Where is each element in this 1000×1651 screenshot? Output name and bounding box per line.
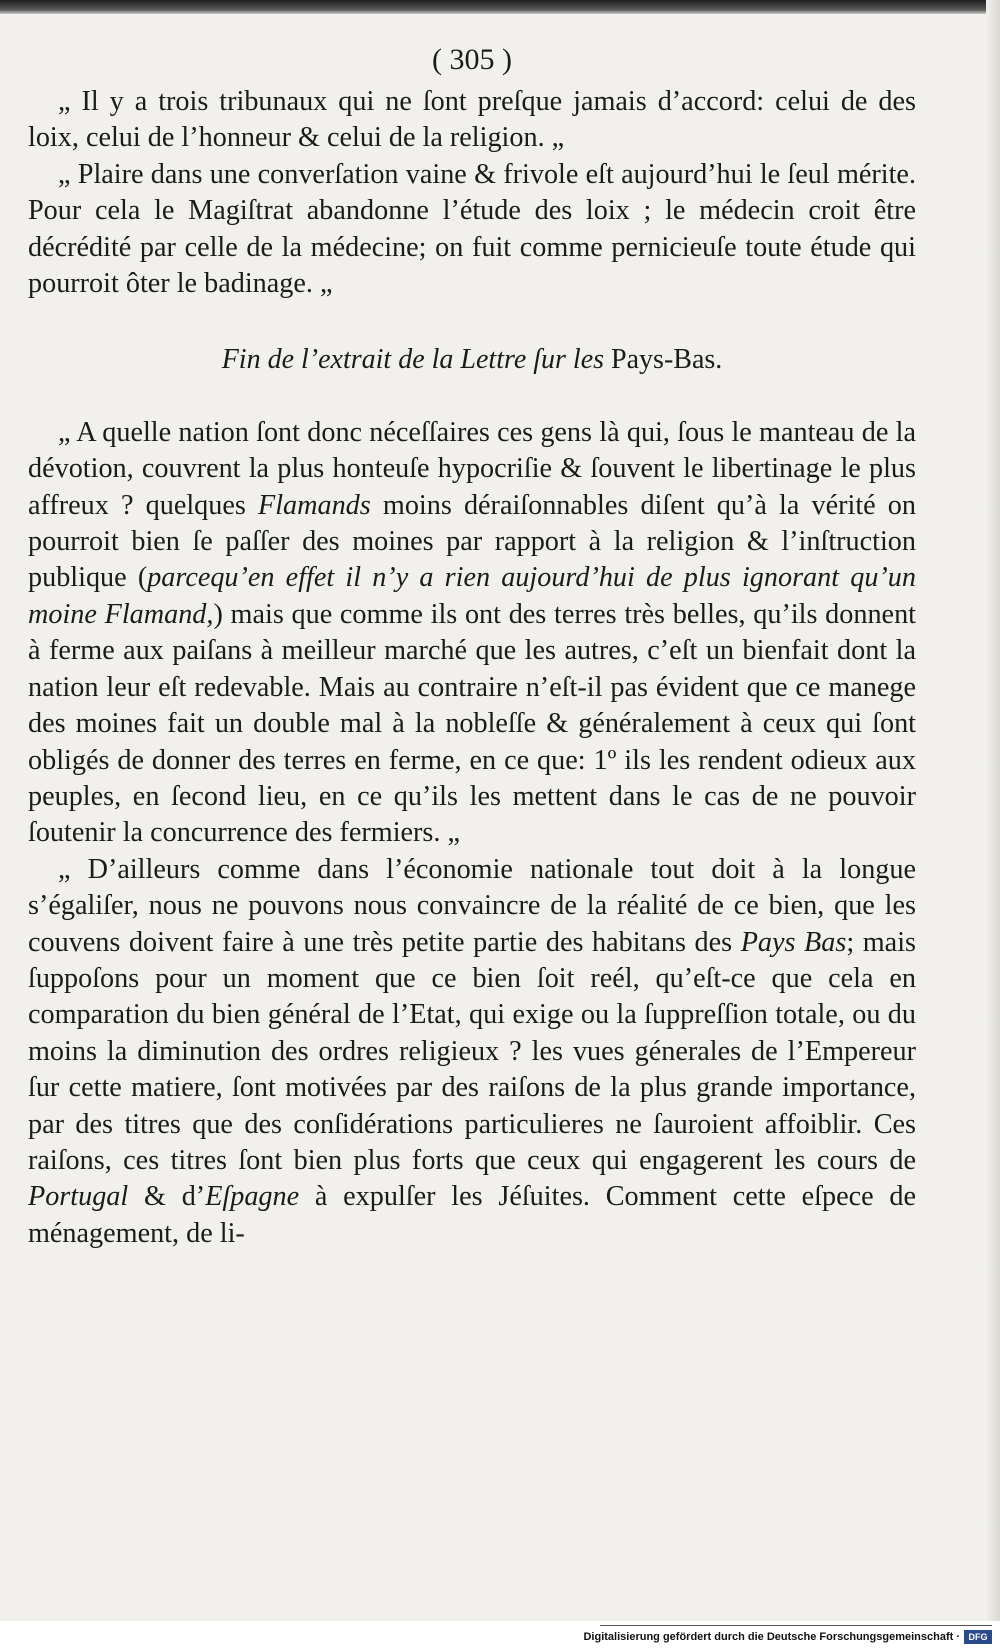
paragraph-tribunaux: „ Il y a trois tribunaux qui ne ſont preſque jamais d’accord: celui de des loix, celui de l’honneur & celui de la religion. „	[28, 86, 916, 154]
dfg-logo-icon: DFG	[964, 1630, 992, 1644]
paragraph-nation-part-3: ) mais que comme ils ont des terres très belles, qu’ils donnent à ferme aux paiſans à meilleur marché que les autres, c’eſt un bienfait dont la nation leur eſt redevable. Mais au contraire n’eſt-il pas évident que ce manege des moines fait un double mal à la nobleſſe & généralement à ceux qui ſont obligés de donner des terres en ferme, en ce que: 1º ils les rendent odieux aux peuples, en ſecond lieu, en ce qu’ils les mettent dans le cas de ne pouvoir ſoutenir la concurrence des fermiers. „	[28, 598, 916, 849]
paragraph-conversation: „ Plaire dans une converſation vaine & frivole eſt aujourd’hui le ſeul mérite. Pour cela le Magiſtrat abandonne l’étude des loix ; le médecin croit être décrédité par celle de la médecine; on fuit comme pernicieuſe toute étude qui pourroit ôter le badinage. „	[28, 158, 916, 300]
scan-right-edge	[986, 0, 1000, 1651]
paragraph-nation-part-2: moins déraiſonnables diſent qu’à la vérité on pourroit bien ſe paſſer des moines par rapport à la religion & l’inſtruction publique (	[28, 489, 916, 594]
paragraph-economie-part-2: ; mais ſuppoſons pour un moment que ce bien ſoit reél, qu’eſt-ce que cela en comparation du bien général de l’Etat, qui exige ou la ſuppreſſion totale, ou du moins la diminution des ordres religieux ? les vues génerales de l’Empereur ſur cette matiere, ſont motivées par des raiſons de la plus grande importance, par des titres que des conſidérations particulieres ne ſauroient affoiblir. Ces raiſons, ces titres ſont bien plus forts que ceux qui engagerent les cours de	[28, 926, 916, 1176]
section-title	[28, 342, 916, 378]
page-number: ( 305 )	[432, 43, 512, 76]
paragraph-economie-emphasis-portugal: Portugal	[28, 1181, 129, 1213]
paragraph-economie-part-3: & d’	[128, 1181, 206, 1213]
page-text	[28, 40, 916, 1252]
scan-top-edge	[0, 0, 1000, 14]
paragraph-economie-emphasis-espagne: Eſpagne	[205, 1181, 300, 1213]
paragraph-nation-part-1: „ A quelle nation ſont donc néceſſaires ces gens là qui, ſous le manteau de la dévotion, couvrent la plus honteuſe hypocriſie & ſouvent le libertinage le plus affreux ? quelques	[28, 416, 916, 521]
paragraph-nation-emphasis-flamands: Flamands	[258, 489, 371, 521]
paragraph-economie	[28, 852, 916, 1252]
section-title-italic: Fin de l’extrait de la Lettre ſur les	[221, 344, 612, 376]
section-title-place: Pays-Bas.	[611, 344, 723, 376]
footer-credit: Digitalisierung gefördert durch die Deutsche Forschungsgemeinschaft ·	[583, 1631, 960, 1643]
paragraph-economie-emphasis-pays-bas: Pays Bas	[740, 926, 847, 958]
paragraph-nation-emphasis-aside: parcequ’en effet il n’y a rien aujourd’hui de plus ignorant qu’un moine Flamand,	[28, 562, 916, 630]
footer-divider	[600, 1625, 992, 1626]
paragraph-economie-part-4: à expulſer les Jéſuites. Comment cette eſpece de ménagement, de li-	[28, 1181, 916, 1249]
paragraph-economie-part-1: „ D’ailleurs comme dans l’économie nationale tout doit à la longue s’égaliſer, nous ne pouvons nous convaincre de la réalité de ce bien, que les couvens doivent faire à une très petite partie des habitans des	[28, 853, 916, 958]
paragraph-nation	[28, 415, 916, 852]
digitization-footer	[0, 1621, 1000, 1651]
